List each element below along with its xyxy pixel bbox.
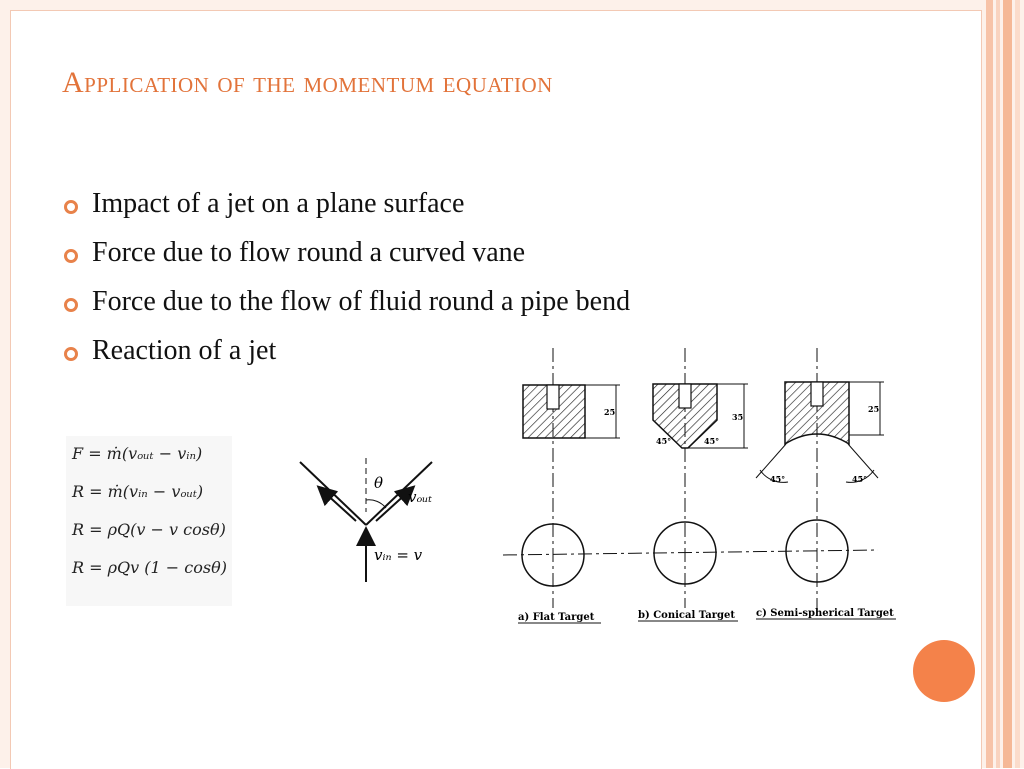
bullet-icon — [64, 298, 78, 312]
targets-diagram — [498, 340, 938, 635]
bullet-icon — [64, 200, 78, 214]
slide-title: Application of the momentum equation — [62, 66, 553, 99]
caption-conical: b) Conical Target — [638, 610, 735, 621]
semi-spherical-target — [756, 382, 884, 484]
semi-angle-right: 45° — [852, 474, 868, 484]
formula-line: R = ρQ(v − v cosθ) — [72, 520, 226, 539]
outflow-right-arrow — [376, 492, 408, 521]
v-out-label: vₒᵤₜ — [408, 488, 432, 506]
flat-target — [523, 385, 620, 438]
theta-arc — [366, 500, 386, 508]
conical-target — [653, 384, 748, 448]
formula-line: R = ṁ(vᵢₙ − vₒᵤₜ) — [72, 482, 204, 501]
v-in-label: vᵢₙ = v — [374, 546, 423, 564]
caption-flat: a) Flat Target — [518, 612, 595, 623]
semi-angle-left: 45° — [770, 474, 786, 484]
semi-dim-label: 25 — [868, 404, 880, 414]
vane-diagram — [290, 450, 460, 590]
formula-block — [66, 436, 232, 606]
theta-label: θ — [374, 474, 384, 492]
formula-line: R = ρQv (1 − cosθ) — [72, 558, 227, 577]
formula-line: F = ṁ(vₒᵤₜ − vᵢₙ) — [72, 444, 203, 463]
conical-dim-label: 35 — [732, 412, 744, 422]
conical-angle-right: 45° — [704, 436, 720, 446]
caption-semi: c) Semi-spherical Target — [756, 608, 894, 619]
vane-left-line — [300, 462, 366, 525]
outflow-left-arrow — [324, 492, 356, 521]
decorative-stripes — [984, 0, 1024, 768]
decorative-circle — [913, 640, 975, 702]
bullet-icon — [64, 347, 78, 361]
flat-dim-label: 25 — [604, 407, 616, 417]
bullet-icon — [64, 249, 78, 263]
conical-angle-left: 45° — [656, 436, 672, 446]
